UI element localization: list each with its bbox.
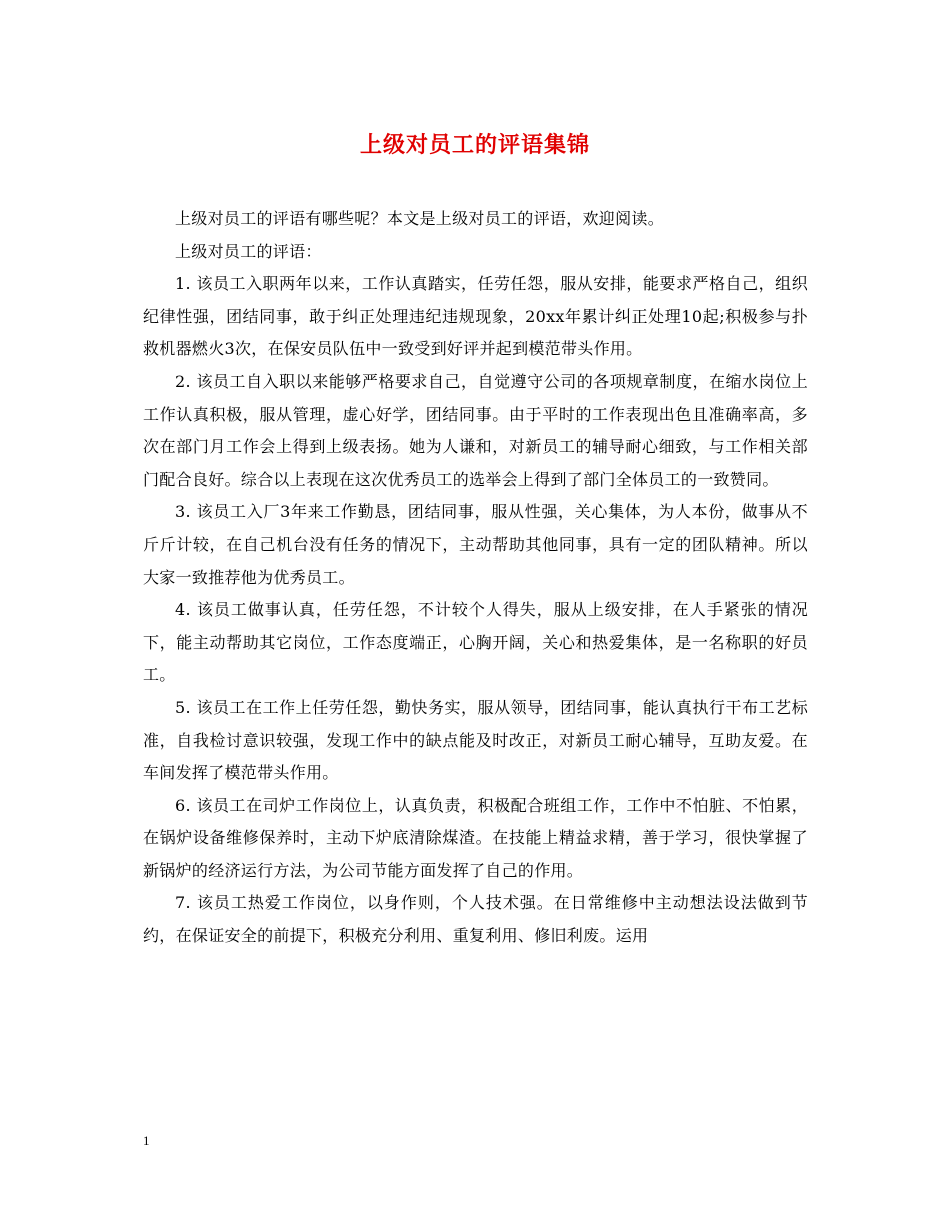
comment-paragraph-4: 4. 该员工做事认真，任劳任怨，不计较个人得失，服从上级安排，在人手紧张的情况下，能主动帮助其它岗位，工作态度端正，心胸开阔，关心和热爱集体，是一名称职的好员工。 — [143, 600, 808, 685]
page-number: 1 — [143, 1133, 150, 1148]
intro-paragraph: 上级对员工的评语有哪些呢？本文是上级对员工的评语，欢迎阅读。 — [175, 209, 665, 228]
comment-paragraph-6: 6. 该员工在司炉工作岗位上，认真负责，积极配合班组工作，工作中不怕脏、不怕累，在锅炉设备维修保养时，主动下炉底清除煤渣。在技能上精益求精，善于学习，很快掌握了新锅炉的经济运行方法，为公司节能方面发挥了自己的作用。 — [143, 795, 808, 880]
comment-paragraph-3: 3. 该员工入厂3年来工作勤恳，团结同事，服从性强，关心集体，为人本份，做事从不斤斤计较，在自己机台没有任务的情况下，主动帮助其他同事，具有一定的团队精神。所以大家一致推荐他为优秀员工。 — [143, 502, 808, 587]
comment-paragraph-7: 7. 该员工热爱工作岗位，以身作则，个人技术强。在日常维修中主动想法设法做到节约，在保证安全的前提下，积极充分利用、重复利用、修旧利废。运用 — [143, 893, 808, 946]
comment-paragraph-2: 2. 该员工自入职以来能够严格要求自己，自觉遵守公司的各项规章制度，在缩水岗位上工作认真积极，服从管理，虚心好学，团结同事。由于平时的工作表现出色且准确率高，多次在部门月工作会上得到上级表扬。她为人谦和，对新员工的辅导耐心细致，与工作相关部门配合良好。综合以上表现在这次优秀员工的选举会上得到了部门全体员工的一致赞同。 — [143, 371, 808, 489]
comment-paragraph-5: 5. 该员工在工作上任劳任怨，勤快务实，服从领导，团结同事，能认真执行干布工艺标准，自我检讨意识较强，发现工作中的缺点能及时改正，对新员工耐心辅导，互助友爱。在车间发挥了模范带头作用。 — [143, 697, 808, 783]
subheading: 上级对员工的评语： — [175, 241, 322, 261]
comment-paragraph-1: 1. 该员工入职两年以来，工作认真踏实，任劳任怨，服从安排，能要求严格自己，组织纪律性强，团结同事，敢于纠正处理违纪违规现象，20xx年累计纠正处理10起;积极参与扑救机器燃火3次，在保安员队伍中一致受到好评并起到模范带头作用。 — [143, 274, 808, 359]
document-body — [143, 203, 808, 953]
document-title: 上级对员工的评语集锦 — [359, 133, 590, 158]
